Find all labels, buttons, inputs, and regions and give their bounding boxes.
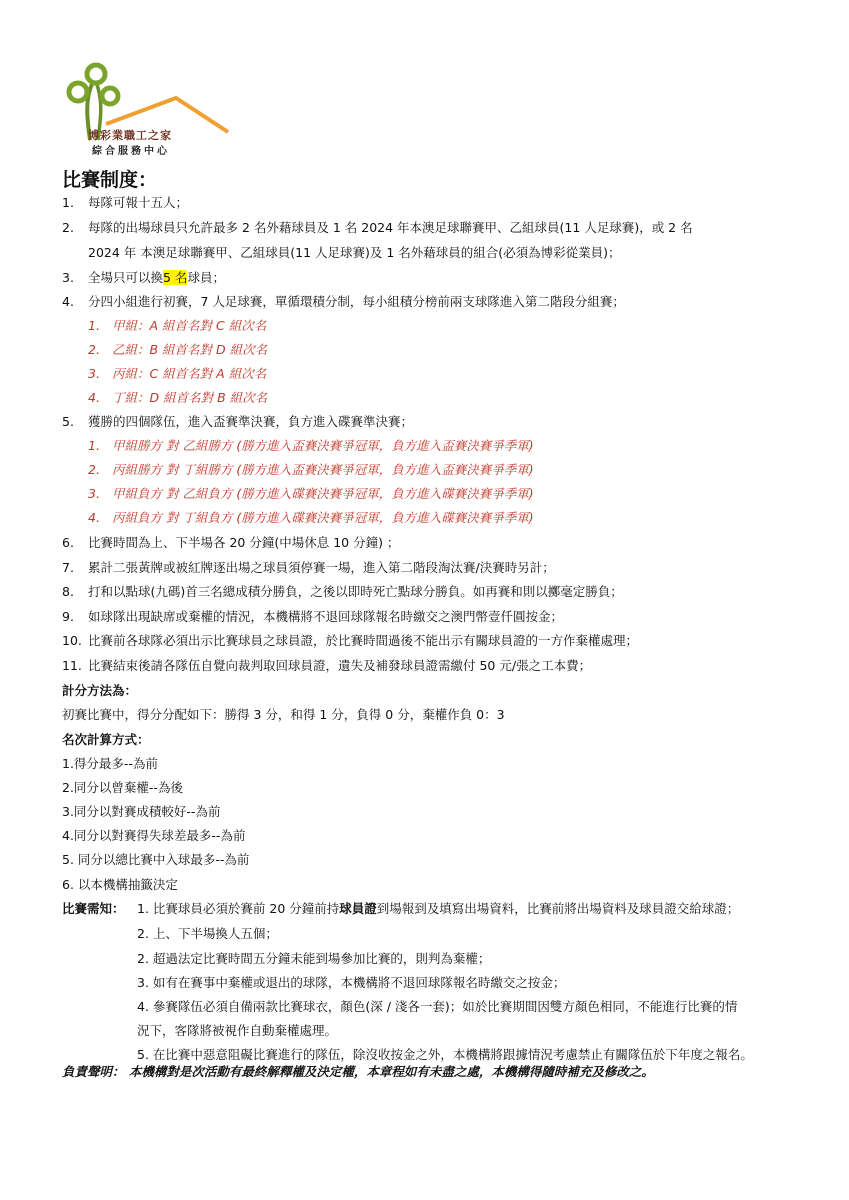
scoring-heading: 計分方法為： — [62, 683, 138, 698]
knockout-item: 2. 丙組勝方 對 丁組勝方 (勝方進入盃賽決賽爭冠軍，負方進入盃賽決賽爭季軍) — [88, 462, 534, 477]
ranking-item: 4.同分以對賽得失球差最多--為前 — [62, 828, 246, 843]
ranking-heading: 名次計算方式： — [62, 732, 150, 747]
rule-item: 5. 獲勝的四個隊伍，進入盃賽準決賽，負方進入碟賽準決賽； — [62, 414, 414, 429]
rule-item: 4. 分四小組進行初賽，7 人足球賽，單循環積分制，每小組積分榜前兩支球隊進入第二階段分組賽； — [62, 294, 625, 309]
rule-item: 1. 每隊可報十五人； — [62, 195, 189, 210]
ranking-item: 6. 以本機構抽籤決定 — [62, 877, 178, 892]
notice-heading: 比賽需知： — [62, 901, 125, 916]
ranking-item: 1.得分最多--為前 — [62, 756, 158, 771]
knockout-item: 3. 甲組負方 對 乙組負方 (勝方進入碟賽決賽爭冠軍，負方進入碟賽決賽爭季軍) — [88, 486, 534, 501]
ranking-item: 2.同分以曾棄權--為後 — [62, 780, 183, 795]
rule-item: 10. 比賽前各球隊必須出示比賽球員之球員證，於比賽時間過後不能出示有關球員證的一方作棄權處理； — [62, 633, 639, 648]
scoring-text: 初賽比賽中，得分分配如下：勝得 3 分，和得 1 分，負得 0 分，棄權作負 0：3 — [62, 707, 505, 722]
notice-item: 5. 在比賽中惡意阻礙比賽進行的隊伍，除沒收按金之外，本機構將跟據情況考慮禁止有關隊伍於下年度之報名。 — [137, 1047, 753, 1062]
rule-item-continuation: 2024 年 本澳足球聯賽甲、乙組球員(11 人足球賽)及 1 名外藉球員的組合(必須為博彩從業員)； — [88, 245, 621, 260]
notice-item: 1. 比賽球員必須於賽前 20 分鐘前持球員證到場報到及填寫出場資料，比賽前將出場資料及球員證交給球證； — [137, 901, 740, 916]
rule-item: 11. 比賽結束後請各隊伍自覺向裁判取回球員證，遺失及補發球員證需繳付 50 元/張之工本費； — [62, 658, 592, 673]
group-item: 4. 丁組：D 組首名對 B 組次名 — [88, 390, 268, 405]
ranking-item: 3.同分以對賽成積較好--為前 — [62, 804, 221, 819]
group-item: 3. 丙組：C 組首名對 A 組次名 — [88, 366, 267, 381]
knockout-item: 4. 丙組負方 對 丁組負方 (勝方進入碟賽決賽爭冠軍，負方進入碟賽決賽爭季軍) — [88, 510, 534, 525]
rule-item: 8. 打和以點球(九碼)首三名總成積分勝負，之後以即時死亡點球分勝負。如再賽和則以擲毫定勝負； — [62, 584, 623, 599]
page-title: 比賽制度： — [62, 169, 158, 191]
notice-item: 2. 超過法定比賽時間五分鐘未能到場參加比賽的，則判為棄權； — [137, 951, 491, 966]
ranking-item: 5. 同分以總比賽中入球最多--為前 — [62, 852, 250, 867]
highlighted-text: 5 名 — [163, 270, 188, 285]
rule-item: 9. 如球隊出現缺席或棄權的情況，本機構將不退回球隊報名時繳交之澳門幣壹仟圓按金； — [62, 609, 564, 624]
notice-item-continuation: 況下，客隊將被視作自動棄權處理。 — [137, 1023, 338, 1038]
rule-item: 6. 比賽時間為上、下半場各 20 分鐘(中場休息 10 分鐘) ； — [62, 535, 400, 550]
notice-item: 2. 上、下半場換人五個； — [137, 926, 278, 941]
logo-org-line2: 綜合服務中心 — [92, 146, 170, 157]
rule-item: 3. 全場只可以換5 名球員； — [62, 270, 225, 285]
logo-org-line1: 博彩業職工之家 — [88, 129, 172, 142]
notice-item: 3. 如有在賽事中棄權或退出的球隊，本機構將不退回球隊報名時繳交之按金； — [137, 975, 566, 990]
disclaimer: 負責聲明： 本機構對是次活動有最終解釋權及決定權，本章程如有未盡之處，本機構得隨時補充及修改之。 — [62, 1064, 654, 1079]
rule-item: 7. 累計二張黃牌或被紅牌逐出場之球員須停賽一場，進入第二階段淘汰賽/決賽時另計； — [62, 560, 555, 575]
knockout-item: 1. 甲組勝方 對 乙組勝方 (勝方進入盃賽決賽爭冠軍，負方進入盃賽決賽爭季軍) — [88, 438, 534, 453]
group-item: 1. 甲組：A 組首名對 C 組次名 — [88, 318, 267, 333]
notice-item: 4. 參賽隊伍必須自備兩款比賽球衣，顏色(深 / 淺各一套)；如於比賽期間因雙方顏色相同，不能進行比賽的情 — [137, 999, 738, 1014]
group-item: 2. 乙組：B 組首名對 D 組次名 — [88, 342, 268, 357]
rule-item: 2. 每隊的出場球員只允許最多 2 名外藉球員及 1 名 2024 年本澳足球聯賽甲、乙組球員(11 人足球賽)，或 2 名 — [62, 220, 693, 235]
